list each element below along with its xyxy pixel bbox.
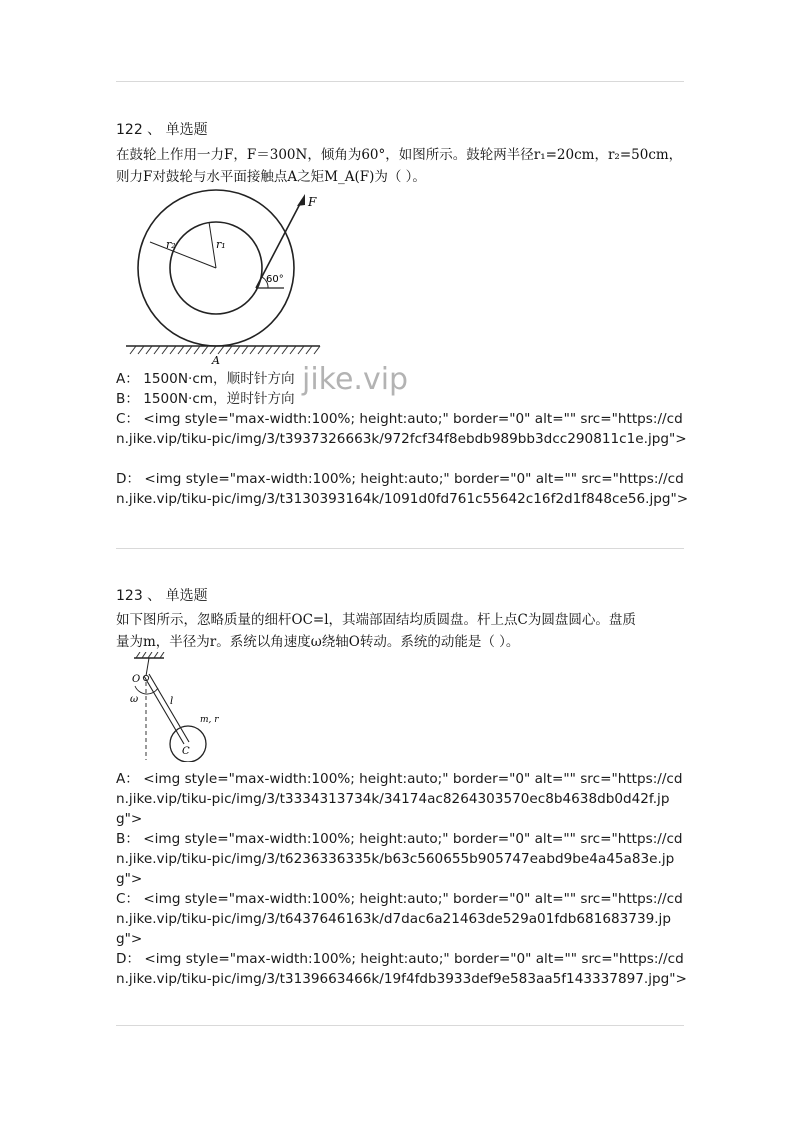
- question-header-123: 123 、 单选题: [116, 588, 208, 604]
- option-a-123[interactable]: [116, 769, 691, 829]
- divider-bottom: [116, 1025, 684, 1026]
- option-text: <img style="max-width:100%; height:auto;" border="0" alt="" src="https://cdn.jike.vip/tiku-pic/img/3/t3937326663k/972fcf34f8ebdb989bb3dcc290811c1e.jpg">: [116, 411, 687, 447]
- question-header-122: 122 、 单选题: [116, 122, 208, 138]
- option-b-123[interactable]: [116, 829, 691, 889]
- option-key: B：: [116, 391, 139, 407]
- option-key: D：: [116, 951, 141, 967]
- r2-label: r₂: [166, 238, 176, 251]
- pivot-label: O: [132, 674, 141, 685]
- question-stem-line1-123: 如下图所示，忽略质量的细杆OC=l，其端部固结均质圆盘。杆上点C为圆盘圆心。盘质: [116, 612, 636, 628]
- option-c-123[interactable]: [116, 889, 691, 949]
- option-text: <img style="max-width:100%; height:auto;" border="0" alt="" src="https://cdn.jike.vip/tiku-pic/img/3/t3139663466k/19f4fdb3933def9e583aa5f143337897.jpg">: [116, 951, 687, 987]
- option-text: <img style="max-width:100%; height:auto;" border="0" alt="" src="https://cdn.jike.vip/tiku-pic/img/3/t6437646163k/d7dac6a21463de529a01fdb681683739.jpg">: [116, 891, 683, 947]
- angle-label: 60°: [266, 274, 284, 285]
- r1-label: r₁: [216, 238, 226, 251]
- watermark: jike.vip: [302, 362, 409, 397]
- option-text: <img style="max-width:100%; height:auto;" border="0" alt="" src="https://cdn.jike.vip/tiku-pic/img/3/t3130393164k/1091d0fd761c55642c16f2d1f848ce56.jpg">: [116, 471, 689, 507]
- force-label: F: [308, 195, 317, 209]
- question-stem-line2-122: 则力F对鼓轮与水平面接触点A之矩M_A(F)为（ ）。: [116, 169, 426, 185]
- option-text: 1500N·cm，顺时针方向: [143, 371, 295, 387]
- question-stem-line1-122: 在鼓轮上作用一力F，F＝300N，倾角为60°，如图所示。鼓轮两半径r₁=20cm，r₂=50cm，: [116, 147, 683, 163]
- option-text: 1500N·cm，逆时针方向: [143, 391, 295, 407]
- option-key: B：: [116, 831, 139, 847]
- option-key: A：: [116, 771, 139, 787]
- divider-mid: [116, 548, 684, 549]
- center-label: C: [182, 746, 190, 757]
- option-d-123[interactable]: [116, 949, 691, 989]
- option-b-122[interactable]: [116, 389, 691, 409]
- option-d-122[interactable]: [116, 469, 691, 509]
- option-c-122[interactable]: [116, 409, 691, 449]
- option-text: <img style="max-width:100%; height:auto;" border="0" alt="" src="https://cdn.jike.vip/tiku-pic/img/3/t6236336335k/b63c560655b905747eabd9be4a45a83e.jpg">: [116, 831, 683, 887]
- mass-radius-label: m, r: [200, 715, 219, 725]
- drum-figure: [116, 186, 326, 366]
- point-label: A: [212, 354, 220, 366]
- divider-top: [116, 81, 684, 82]
- rod-disk-figure: [118, 652, 228, 762]
- option-text: <img style="max-width:100%; height:auto;" border="0" alt="" src="https://cdn.jike.vip/tiku-pic/img/3/t3334313734k/34174ac8264303570ec8b4638db0d42f.jpg">: [116, 771, 683, 827]
- question-stem-line2-123: 量为m，半径为r。系统以角速度ω绕轴O转动。系统的动能是（ ）。: [116, 634, 520, 650]
- option-key: A：: [116, 371, 139, 387]
- option-a-122[interactable]: [116, 369, 691, 389]
- omega-label: ω: [130, 694, 139, 705]
- length-label: l: [170, 696, 174, 707]
- option-key: C：: [116, 411, 140, 427]
- option-key: C：: [116, 891, 140, 907]
- option-key: D：: [116, 471, 141, 487]
